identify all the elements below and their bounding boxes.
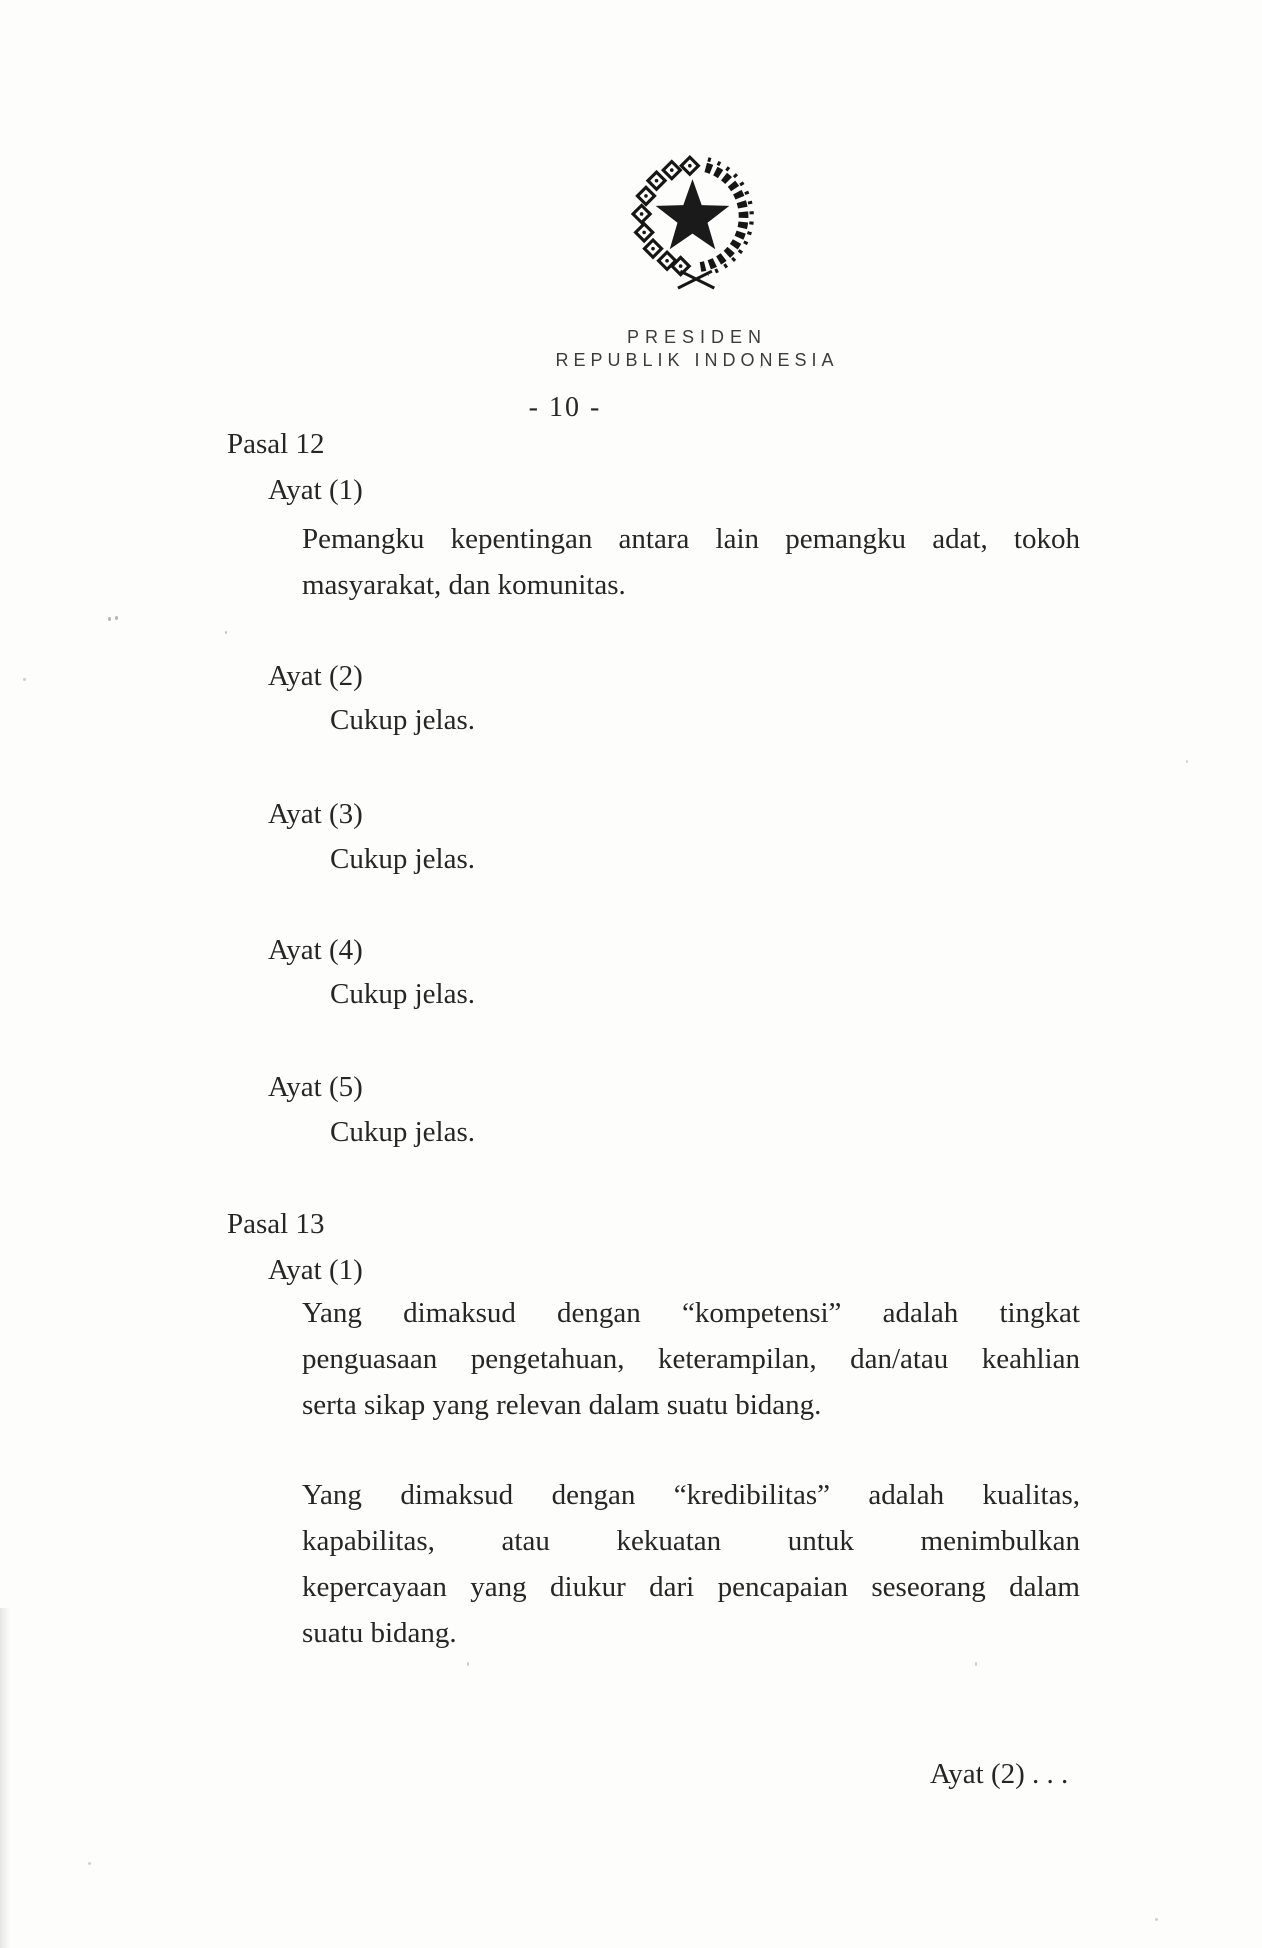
pasal-13-title: Pasal 13: [227, 1208, 325, 1240]
scan-speck: [108, 617, 111, 621]
letterhead-line-2: REPUBLIK INDONESIA: [555, 350, 839, 370]
scan-speck: [975, 1662, 977, 1666]
scan-speck: [1186, 760, 1188, 763]
page-number: - 10 -: [528, 392, 602, 423]
text-line: penguasaan pengetahuan, keterampilan, dan/atau keahlian: [302, 1343, 1080, 1375]
text-line: suatu bidang.: [302, 1617, 457, 1649]
pasal-12-ayat-1-explanation: [302, 516, 1080, 608]
pasal-13-ayat-1-paragraph-1: [302, 1290, 1080, 1428]
star-icon: [656, 179, 730, 249]
scan-speck: [760, 365, 762, 368]
text-line: kapabilitas, atau kekuatan untuk menimbulkan: [302, 1525, 1080, 1557]
pasal-12-ayat-2-explanation: Cukup jelas.: [330, 704, 475, 736]
pasal-12-ayat-2-label: Ayat (2): [268, 660, 363, 692]
wreath-crossed-stems: [678, 271, 714, 288]
text-line: Yang dimaksud dengan “kredibilitas” adalah kualitas,: [302, 1479, 1080, 1511]
letterhead-line-1: PRESIDEN: [626, 327, 768, 347]
scan-speck: [88, 1862, 91, 1865]
presidential-star-wreath-emblem-icon: [617, 150, 768, 293]
text-line: serta sikap yang relevan dalam suatu bidang.: [302, 1389, 822, 1421]
scan-speck: [1155, 1918, 1158, 1921]
text-line: kepercayaan yang diukur dari pencapaian seseorang dalam: [302, 1571, 1080, 1603]
pasal-12-ayat-4-label: Ayat (4): [268, 934, 363, 966]
scan-speck: [225, 631, 227, 634]
text-line: Pemangku kepentingan antara lain pemangku adat, tokoh: [302, 523, 1080, 555]
text-line: Yang dimaksud dengan “kompetensi” adalah tingkat: [302, 1297, 1080, 1329]
scan-edge-shade: [0, 1608, 10, 1948]
pasal-12-ayat-5-label: Ayat (5): [268, 1071, 363, 1103]
continuation-marker: Ayat (2) . . .: [930, 1758, 1069, 1790]
scan-speck: [115, 616, 118, 620]
scan-speck: [467, 1662, 469, 1666]
pasal-12-ayat-3-explanation: Cukup jelas.: [330, 843, 475, 875]
pasal-12-ayat-4-explanation: Cukup jelas.: [330, 978, 475, 1010]
pasal-12-title: Pasal 12: [227, 428, 325, 460]
pasal-12-ayat-1-label: Ayat (1): [268, 474, 363, 506]
pasal-13-ayat-1-label: Ayat (1): [268, 1254, 363, 1286]
text-line: masyarakat, dan komunitas.: [302, 569, 626, 601]
pasal-12-ayat-5-explanation: Cukup jelas.: [330, 1116, 475, 1148]
scan-speck: [23, 678, 26, 681]
pasal-13-ayat-1-paragraph-2: [302, 1472, 1080, 1656]
pasal-12-ayat-3-label: Ayat (3): [268, 798, 363, 830]
